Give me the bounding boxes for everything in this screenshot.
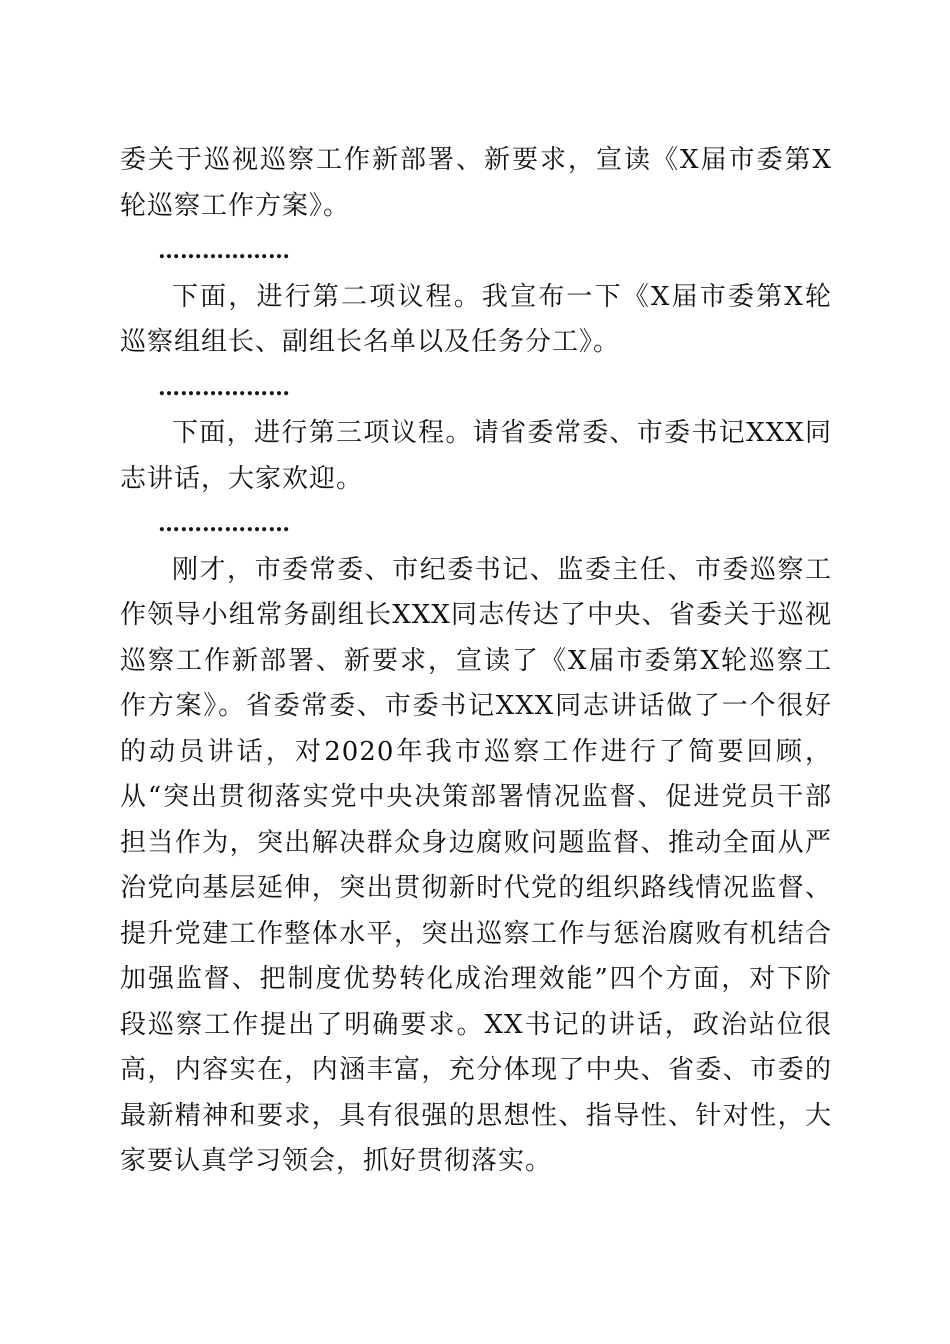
document-body [120, 138, 832, 1185]
paragraph-second-agenda: 下面，进行第二项议程。我宣布一下《X届市委第X轮巡察组组长、副组长名单以及任务分工》。 [120, 281, 832, 357]
ellipsis-separator: ……………… [158, 511, 290, 537]
paragraph-third-agenda: 下面，进行第三项议程。请省委常委、市委书记XXX同志讲话，大家欢迎。 [120, 418, 832, 494]
ellipsis-separator: ……………… [158, 238, 290, 264]
paragraph-continuation: 委关于巡视巡察工作新部署、新要求，宣读《X届市委第X轮巡察工作方案》。 [120, 145, 832, 221]
ellipsis-separator: ……………… [158, 374, 290, 401]
paragraph-summary: 刚才，市委常委、市纪委书记、监委主任、市委巡察工作领导小组常务副组长XXX同志传达了中央、省委关于巡视巡察工作新部署、新要求，宣读了《X届市委第X轮巡察工作方案》。省委常委、市委书记XXX同志讲话做了一个很好的动员讲话，对2020年我市巡察工作进行了简要回顾，从“突出贯彻落实党中央决策部署情况监督、促进党员干部担当作为，突出解决群众身边腐败问题监督、推动全面从严治党向基层延伸，突出贯彻新时代党的组织路线情况监督、提升党建工作整体水平，突出巡察工作与惩治腐败有机结合加强监督、把制度优势转化成治理效能”四个方面，对下阶段巡察工作提出了明确要求。XX书记的讲话，政治站位很高，内容实在，内涵丰富，充分体现了中央、省委、市委的最新精神和要求，具有很强的思想性、指导性、针对性，大家要认真学习领会，抓好贯彻落实。 [120, 554, 832, 1176]
